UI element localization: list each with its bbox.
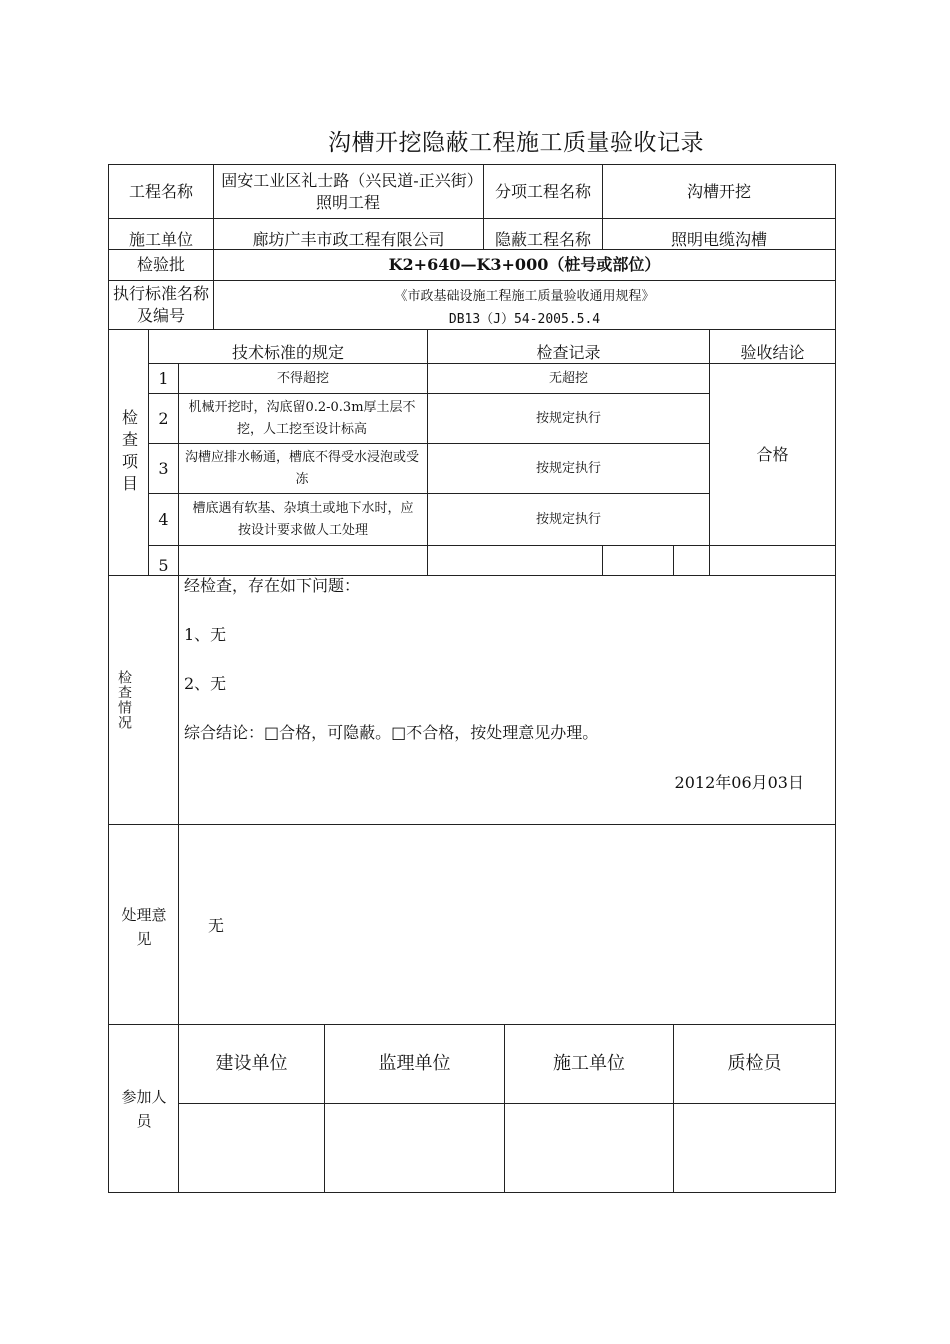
sub-project-value: 沟槽开挖	[686, 181, 751, 201]
concealed-label: 隐蔽工程名称	[494, 230, 591, 249]
participants-col: 监理单位	[378, 1053, 451, 1074]
row-standard	[179, 546, 427, 575]
col-record-header: 检查记录	[536, 343, 601, 362]
batch-value: K2+640—K3+000（桩号或部位）	[388, 255, 661, 274]
row-standard: 沟槽应排水畅通，槽底不得受水浸泡或受冻	[184, 449, 419, 487]
row-record	[428, 546, 602, 575]
row-no: 3	[158, 458, 169, 478]
row-record: 按规定执行	[535, 460, 601, 476]
row-record: 无超挖	[548, 370, 588, 386]
contractor-label: 施工单位	[128, 230, 193, 249]
project-name-value: 固安工业区礼士路（兴民道-正兴街）照明工程	[221, 170, 475, 212]
row-record: 按规定执行	[535, 410, 601, 426]
items-section-label: 检查项目	[119, 408, 139, 497]
inspection-intro: 经检查，存在如下问题：	[184, 576, 361, 595]
batch-label: 检验批	[136, 255, 185, 274]
row-no: 1	[158, 368, 169, 388]
inspection-conclusion: 综合结论：□合格，可隐蔽。□不合格，按处理意见办理。	[184, 723, 599, 742]
page-title: 沟槽开挖隐蔽工程施工质量验收记录	[328, 130, 704, 156]
participants-col: 质检员	[727, 1053, 782, 1074]
row-no: 5	[158, 556, 169, 575]
row-standard: 不得超挖	[276, 370, 329, 386]
participants-label: 参加人员	[121, 1088, 167, 1130]
inspection-label: 检查情况	[116, 670, 132, 730]
inspection-date: 2012年06月03日	[674, 773, 804, 792]
inspection-issue-1: 1、无	[184, 625, 227, 644]
handling-label: 处理意见	[121, 906, 167, 948]
standard-code: DB13（J）54-2005.5.4	[448, 312, 601, 327]
standard-label: 执行标准名称及编号	[112, 284, 209, 325]
participants-col: 建设单位	[215, 1053, 288, 1074]
row-no: 2	[158, 408, 169, 428]
row-standard: 机械开挖时，沟底留0.2-0.3m厚土层不挖，人工挖至设计标高	[188, 399, 416, 437]
contractor-value: 廊坊广丰市政工程有限公司	[252, 230, 445, 249]
concealed-value: 照明电缆沟槽	[670, 230, 767, 249]
col-standard-header: 技术标准的规定	[231, 343, 344, 362]
inspection-issue-2: 2、无	[184, 674, 227, 693]
row-record: 按规定执行	[535, 511, 601, 527]
project-name-label: 工程名称	[128, 181, 193, 201]
acceptance-result: 合格	[756, 444, 789, 464]
row-standard: 槽底遇有软基、杂填土或地下水时，应按设计要求做人工处理	[192, 500, 414, 538]
sub-project-label: 分项工程名称	[494, 181, 591, 201]
standard-name: 《市政基础设施工程施工质量验收通用规程》	[394, 289, 655, 304]
handling-value: 无	[208, 916, 225, 935]
col-result-header: 验收结论	[740, 343, 805, 362]
row-no: 4	[158, 509, 169, 529]
participants-col: 施工单位	[553, 1053, 625, 1074]
